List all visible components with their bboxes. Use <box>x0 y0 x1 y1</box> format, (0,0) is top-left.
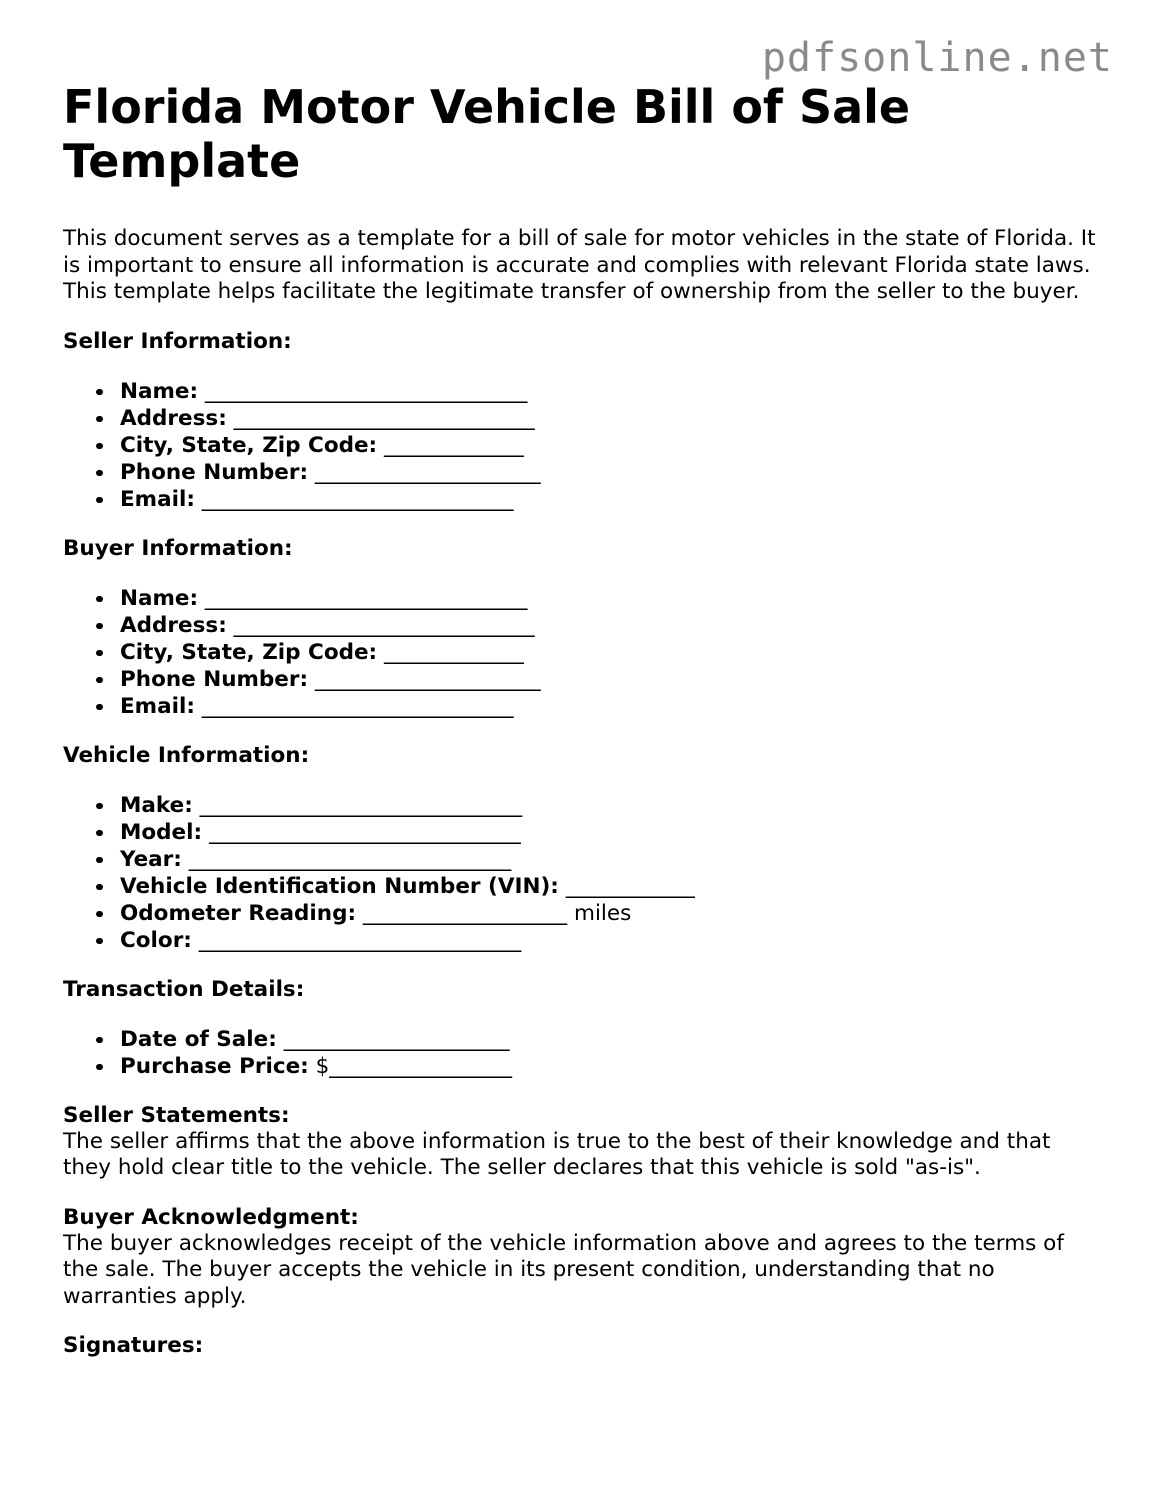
buyer-acknowledgment-paragraph: The buyer acknowledges receipt of the vehicle information above and agrees to the terms of the sale. The buyer accepts the vehicle in its present condition, understanding that no warranties apply. <box>63 1230 1064 1309</box>
seller-field-list <box>63 378 1103 513</box>
intro-paragraph: This document serves as a template for a bill of sale for motor vehicles in the state of Florida. It is important to ensure all information is accurate and complies with relevant Florida state laws. This template helps facilitate the legitimate transfer of ownership from the seller to the buyer. <box>63 226 1096 304</box>
purchase-price-field[interactable]: Purchase Price: $_________________ <box>120 1053 1103 1080</box>
buyer-city-state-zip-field[interactable]: City, State, Zip Code: _____________ <box>120 639 1103 666</box>
vehicle-heading: Vehicle Information: <box>63 742 310 768</box>
seller-statements-paragraph: The seller affirms that the above information is true to the best of their knowledge and that they hold clear title to the vehicle. The seller declares that this vehicle is sold "as-is". <box>63 1128 1051 1180</box>
vehicle-model-field[interactable]: Model: _____________________________ <box>120 819 1103 846</box>
seller-statements-heading: Seller Statements: <box>63 1102 290 1128</box>
vehicle-vin-field[interactable]: Vehicle Identification Number (VIN): ____________ <box>120 873 1103 900</box>
page-title: Florida Motor Vehicle Bill of Sale Template <box>63 80 911 188</box>
seller-heading: Seller Information: <box>63 328 292 354</box>
watermark: pdfsonline.net <box>761 35 1113 81</box>
vehicle-color-field[interactable]: Color: ______________________________ <box>120 927 1103 954</box>
seller-address-field[interactable]: Address: ____________________________ <box>120 405 1103 432</box>
seller-name-field[interactable]: Name: ______________________________ <box>120 378 1103 405</box>
vehicle-odometer-field[interactable]: Odometer Reading: ___________________ miles <box>120 900 1103 927</box>
buyer-name-field[interactable]: Name: ______________________________ <box>120 585 1103 612</box>
transaction-heading: Transaction Details: <box>63 976 305 1002</box>
buyer-field-list <box>63 585 1103 720</box>
date-of-sale-field[interactable]: Date of Sale: _____________________ <box>120 1026 1103 1053</box>
transaction-field-list <box>63 1026 1103 1080</box>
signatures-heading: Signatures: <box>63 1333 204 1358</box>
seller-email-field[interactable]: Email: _____________________________ <box>120 486 1103 513</box>
buyer-heading: Buyer Information: <box>63 535 293 561</box>
buyer-phone-field[interactable]: Phone Number: _____________________ <box>120 666 1103 693</box>
vehicle-field-list <box>63 792 1103 954</box>
buyer-acknowledgment-heading: Buyer Acknowledgment: <box>63 1204 359 1230</box>
buyer-address-field[interactable]: Address: ____________________________ <box>120 612 1103 639</box>
document-page <box>63 80 1103 1359</box>
buyer-email-field[interactable]: Email: _____________________________ <box>120 693 1103 720</box>
vehicle-make-field[interactable]: Make: ______________________________ <box>120 792 1103 819</box>
vehicle-year-field[interactable]: Year: ______________________________ <box>120 846 1103 873</box>
seller-city-state-zip-field[interactable]: City, State, Zip Code: _____________ <box>120 432 1103 459</box>
seller-phone-field[interactable]: Phone Number: _____________________ <box>120 459 1103 486</box>
